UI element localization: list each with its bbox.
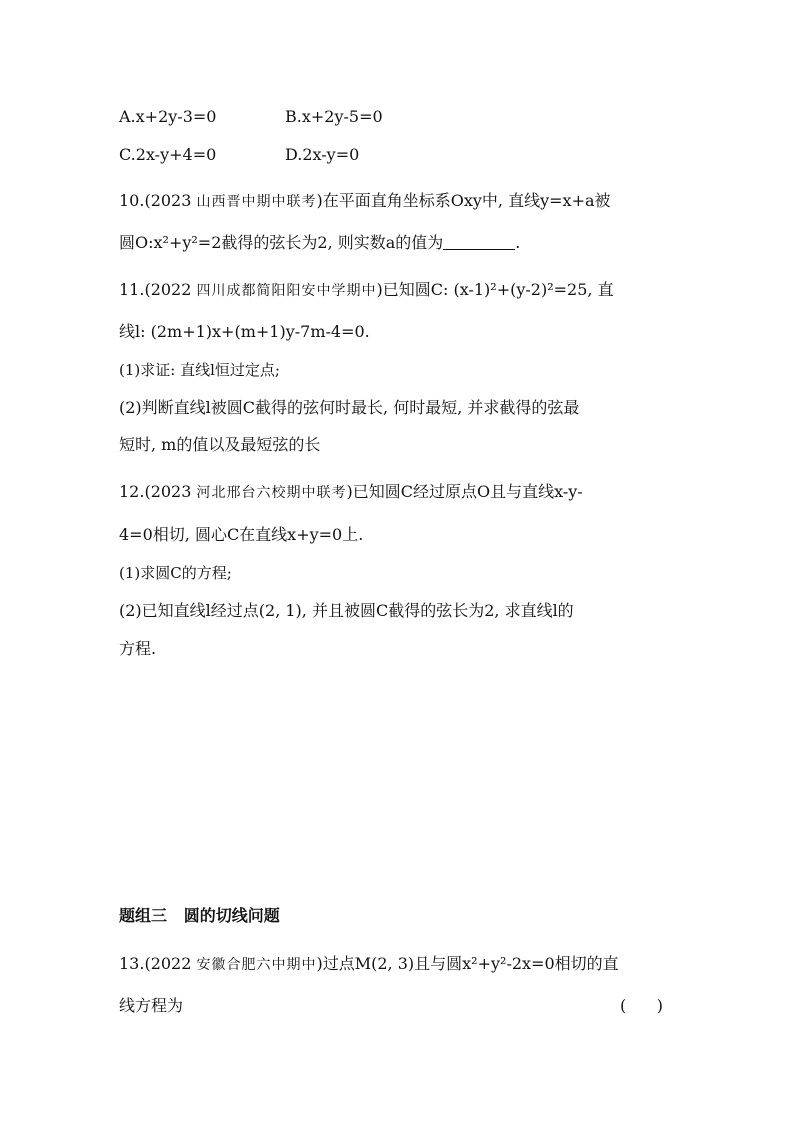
q13-line1: 13.(2022 安徽合肥六中期中)过点M(2, 3)且与圆x²+y²-2x=0相切的直	[119, 954, 619, 973]
q12-text-line1: 已知圆C经过原点O且与直线x-y-	[352, 482, 583, 501]
answer-paren: ( )	[620, 996, 663, 1015]
option-d: D.2x-y=0	[285, 145, 360, 164]
q10-line2: 圆O:x²+y²=2截得的弦长为2, 则实数a的值为 .	[119, 233, 521, 252]
q11-text-line1: 已知圆C: (x-1)²+(y-2)²=25, 直	[382, 280, 614, 299]
option-a: A.x+2y-3=0	[119, 107, 217, 126]
q13-text-line1: 过点M(2, 3)且与圆x²+y²-2x=0相切的直	[322, 954, 619, 973]
q12-line1: 12.(2023 河北邢台六校期中联考)已知圆C经过原点O且与直线x-y-	[119, 482, 583, 501]
section-heading	[119, 905, 280, 927]
q11-part1: (1)求证: 直线l恒过定点;	[119, 361, 280, 379]
q12-part2-line2: 方程.	[119, 639, 157, 658]
q11-line1: 11.(2022 四川成都简阳阳安中学期中)已知圆C: (x-1)²+(y-2)²=25, 直	[119, 280, 614, 299]
q10-text-line2: 圆O:x²+y²=2截得的弦长为2, 则实数a的值为	[119, 233, 444, 252]
q11-line2: 线l: (2m+1)x+(m+1)y-7m-4=0.	[119, 322, 370, 341]
q12-source: 河北邢台六校期中联考	[196, 485, 347, 501]
q13-number: 13.(2022	[119, 954, 192, 973]
q10-line1: 10.(2023 山西晋中期中联考)在平面直角坐标系Oxy中, 直线y=x+a被	[119, 191, 611, 210]
option-c: C.2x-y+4=0	[119, 145, 217, 164]
q11-part2-line2: 短时, m的值以及最短弦的长	[119, 435, 321, 454]
q10-text-line1: 在平面直角坐标系Oxy中, 直线y=x+a被	[322, 191, 611, 210]
q11-number: 11.(2022	[119, 280, 192, 299]
q10-source: 山西晋中期中联考	[196, 194, 317, 210]
q10-number: 10.(2023	[119, 191, 192, 210]
answer-blank	[443, 233, 515, 250]
option-b: B.x+2y-5=0	[285, 107, 383, 126]
q12-part2-line1: (2)已知直线l经过点(2, 1), 并且被圆C截得的弦长为2, 求直线l的	[119, 601, 574, 620]
q12-number: 12.(2023	[119, 482, 192, 501]
q11-source: 四川成都简阳阳安中学期中	[196, 283, 377, 299]
q12-line2: 4=0相切, 圆心C在直线x+y=0上.	[119, 525, 364, 544]
section-title: 圆的切线问题	[183, 906, 280, 925]
q11-part2-line1: (2)判断直线l被圆C截得的弦何时最长, 何时最短, 并求截得的弦最	[119, 398, 580, 417]
q13-line2: 线方程为	[119, 996, 184, 1015]
section-label: 题组三	[119, 906, 168, 925]
q13-source: 安徽合肥六中期中	[196, 957, 317, 973]
q12-part1: (1)求圆C的方程;	[119, 564, 232, 582]
